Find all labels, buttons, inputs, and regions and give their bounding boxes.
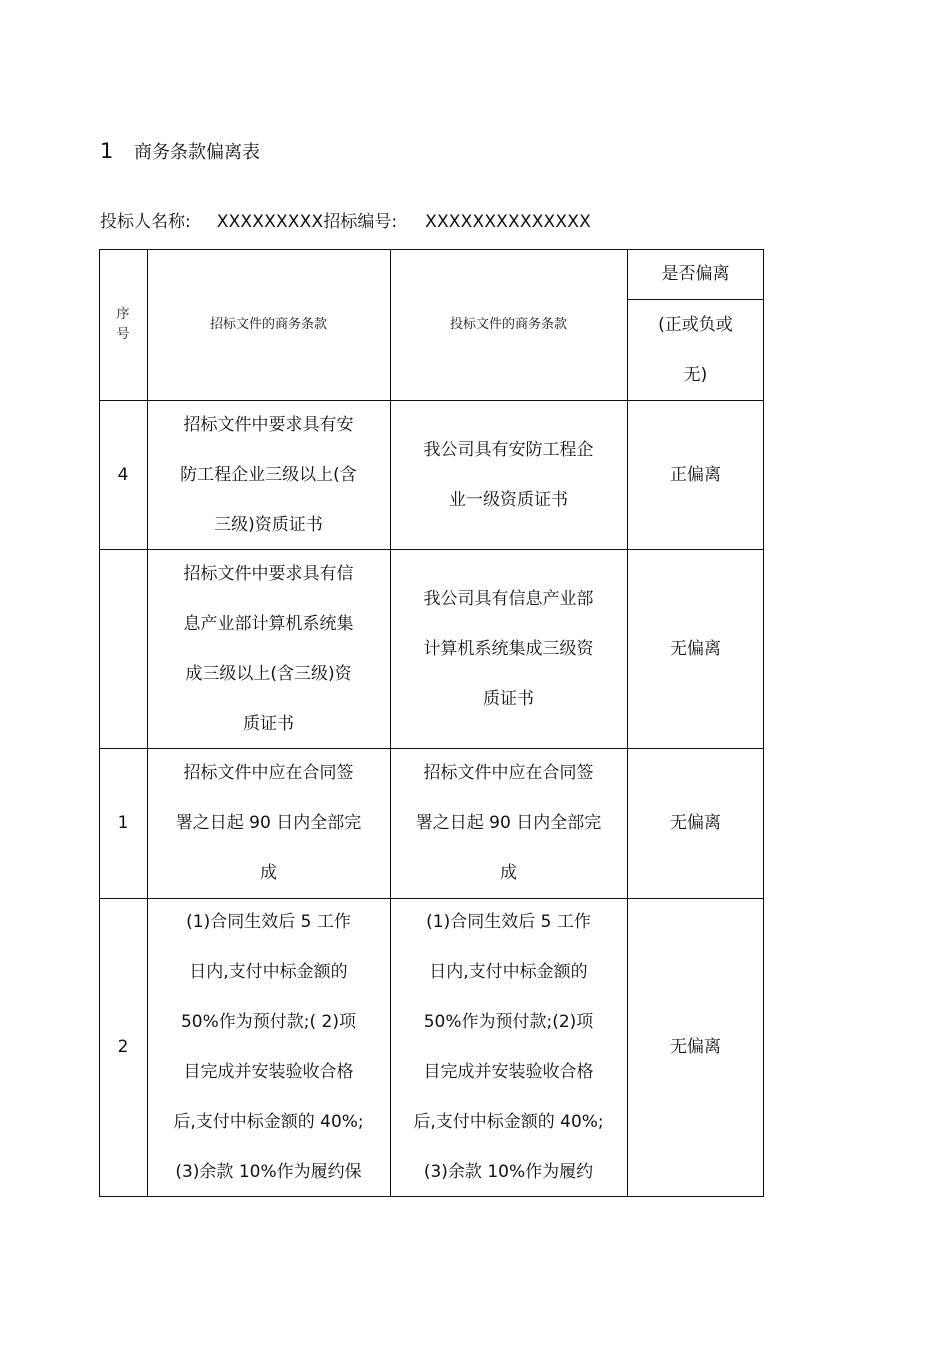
section-number: 1	[100, 139, 114, 163]
tender-no-label: 招标编号:	[323, 212, 398, 232]
table-row-bid: (1)合同生效后 5 工作 日内,支付中标金额的 50%作为预付款;(2)项 目完成并安装验收合格 后,支付中标金额的 40%; (3)余款 10%作为履约	[413, 912, 604, 1182]
table-row-deviation: 正偏离	[670, 464, 721, 485]
bidder-label: 投标人名称:	[100, 212, 191, 232]
table-row-deviation: 无偏离	[670, 638, 721, 659]
table-row-deviation: 无偏离	[670, 1037, 721, 1057]
table-row-seq	[99, 549, 147, 748]
table-row-seq: 4	[117, 464, 129, 485]
table-row-tender: 招标文件中要求具有安 防工程企业三级以上(含 三级)资质证书	[180, 414, 357, 535]
header-deviation-options: (正或负或 无)	[658, 314, 733, 385]
table-row-tender: (1)合同生效后 5 工作 日内,支付中标金额的 50%作为预付款;( 2)项 目完成并安装验收合格 后,支付中标金额的 40%; (3)余款 10%作为履约保	[173, 912, 364, 1182]
header-deviation: 是否偏离	[661, 264, 730, 284]
table-row-seq: 1	[117, 813, 129, 833]
bidder-value: XXXXXXXXX	[216, 212, 324, 232]
table-row-tender: 招标文件中要求具有信 息产业部计算机系统集 成三级以上(含三级)资 质证书	[183, 563, 354, 734]
header-tender-terms: 招标文件的商务条款	[209, 316, 327, 332]
table-row-deviation: 无偏离	[670, 813, 721, 833]
table-row-bid: 我公司具有信息产业部 计算机系统集成三级资 质证书	[423, 588, 594, 709]
table-row-bid: 我公司具有安防工程企 业一级资质证书	[423, 439, 594, 510]
header-bid-terms: 投标文件的商务条款	[449, 316, 567, 332]
table-row-tender: 招标文件中应在合同签 署之日起 90 日内全部完 成	[175, 763, 362, 883]
section-title: 商务条款偏离表	[134, 142, 260, 163]
section-heading	[100, 138, 260, 164]
header-seq: 序 号	[116, 306, 130, 342]
deviation-table	[99, 249, 764, 1197]
table-row-bid: 招标文件中应在合同签 署之日起 90 日内全部完 成	[415, 763, 602, 883]
table-row-seq: 2	[117, 1037, 129, 1057]
tender-no-value: XXXXXXXXXXXXXX	[425, 212, 591, 232]
bidder-info-line	[100, 207, 591, 232]
